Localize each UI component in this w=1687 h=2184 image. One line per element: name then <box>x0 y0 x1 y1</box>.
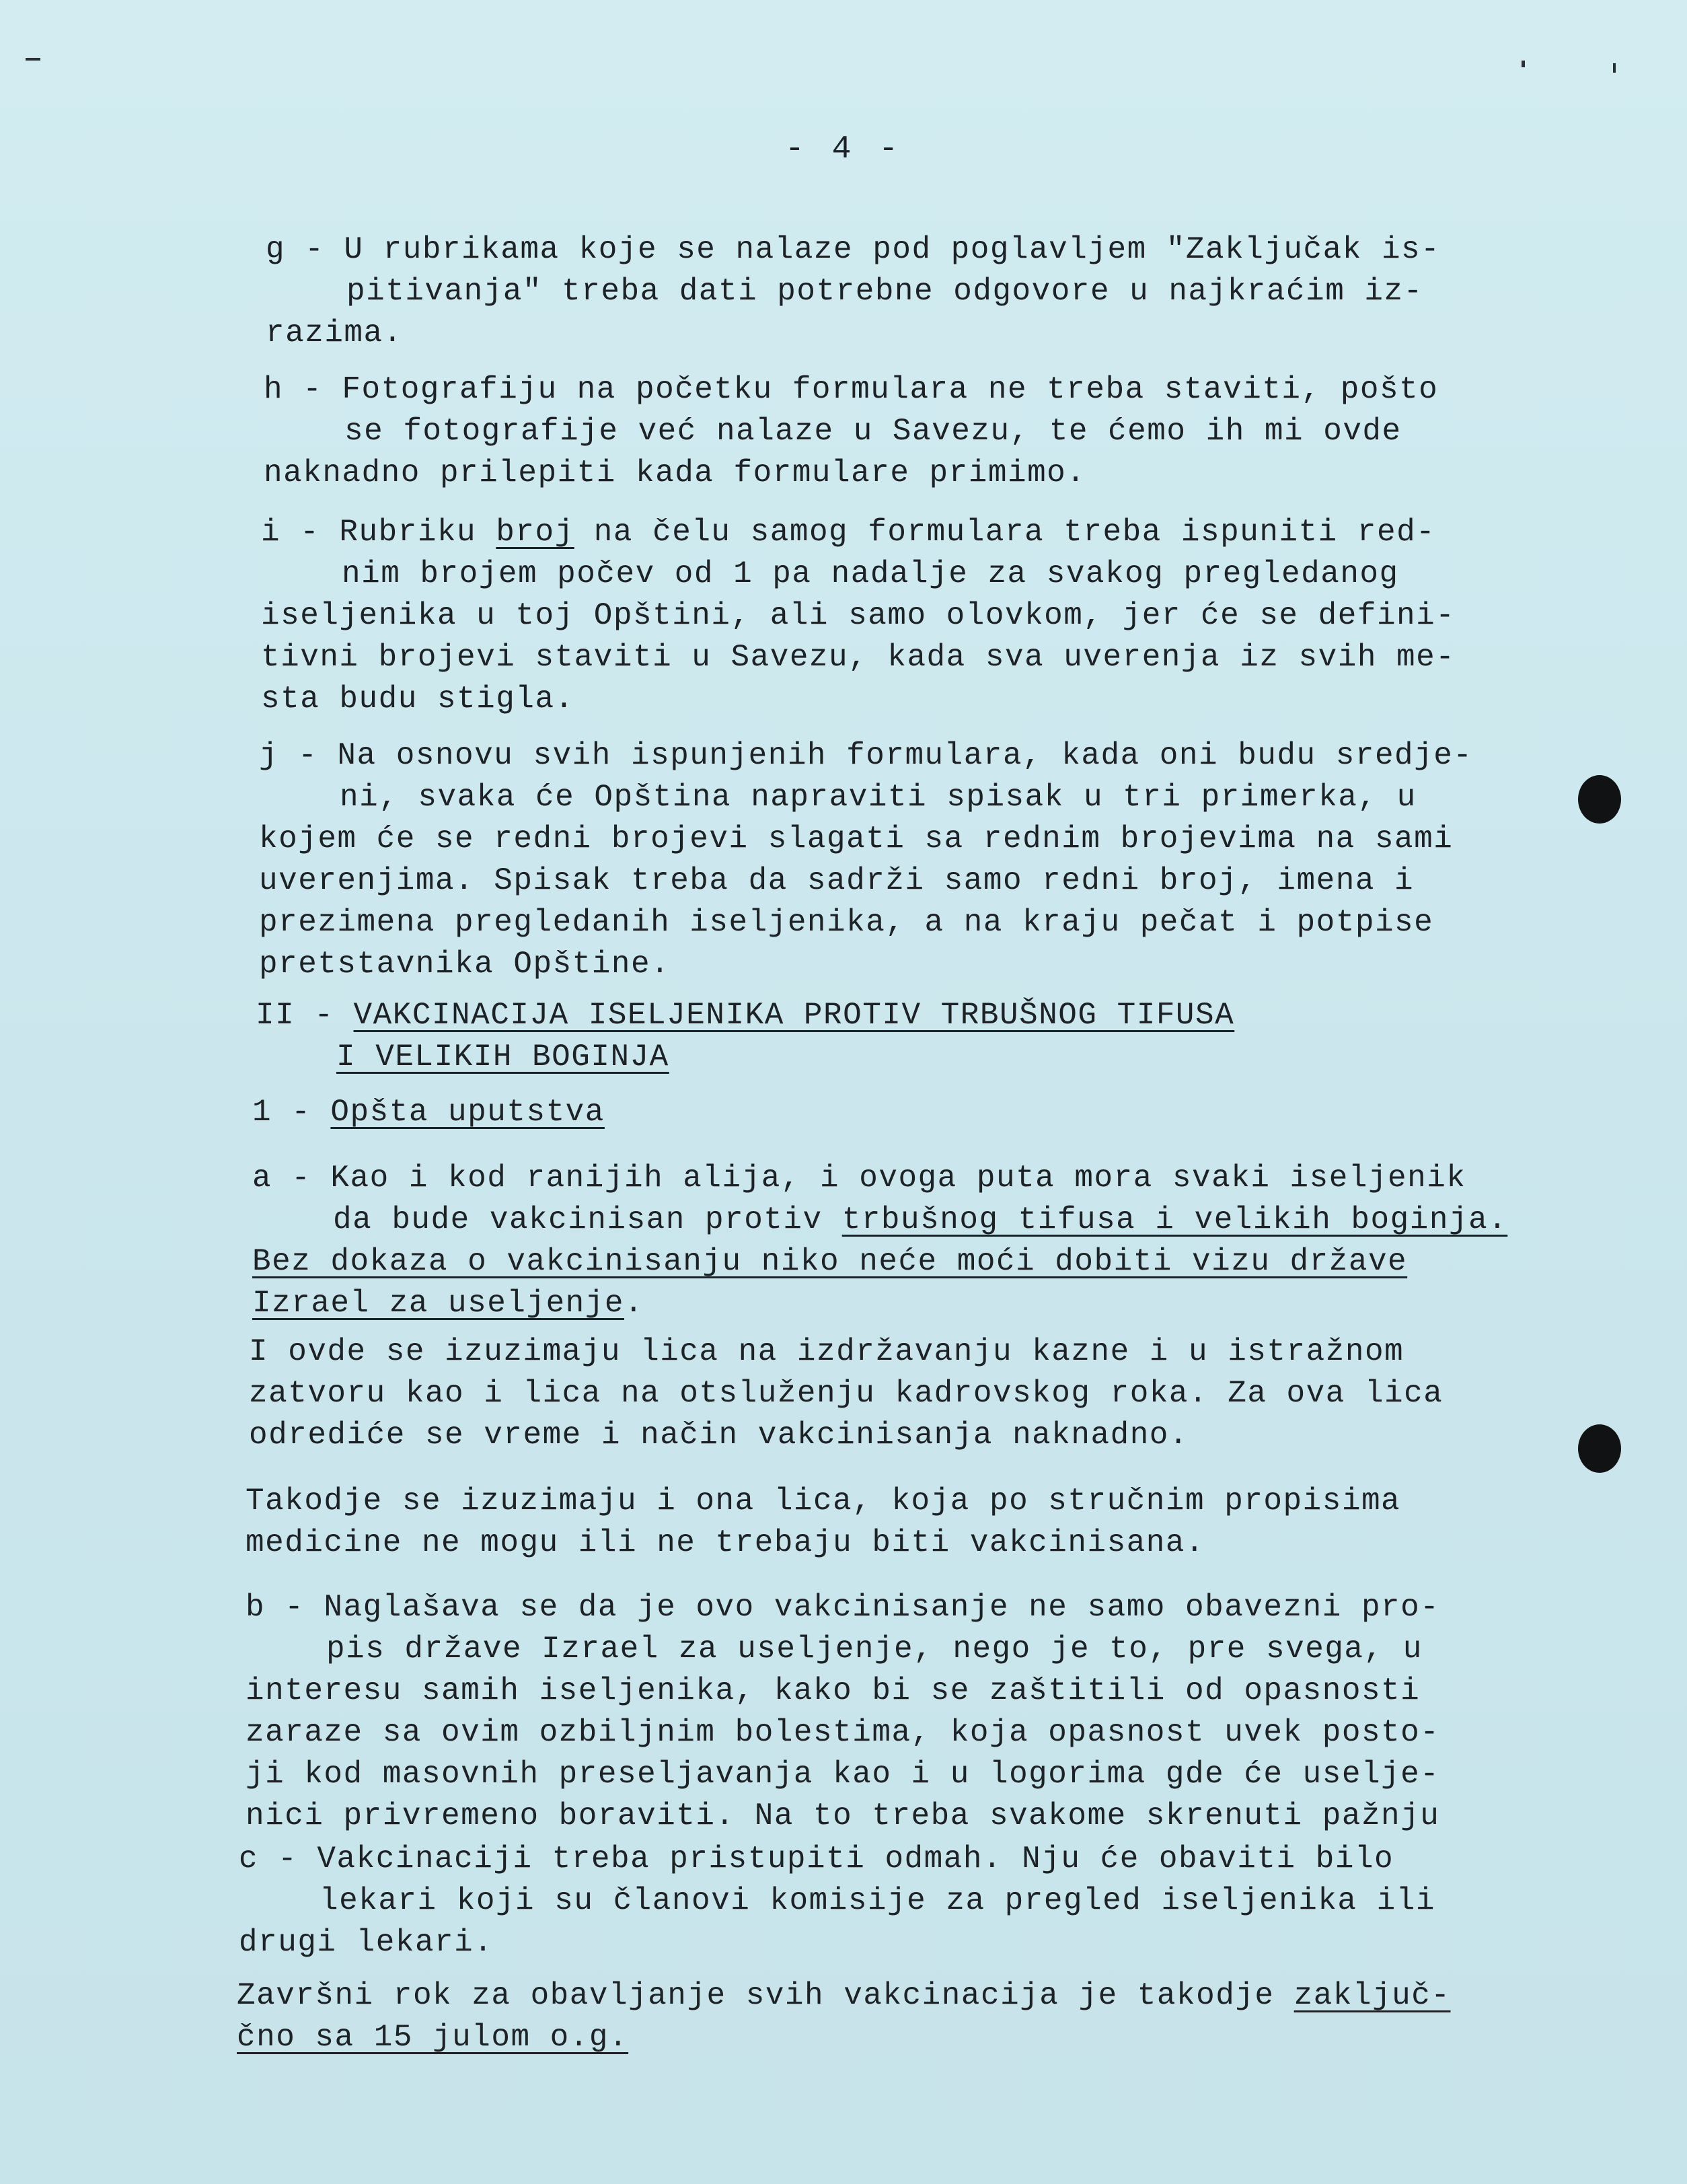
line-text: c - Vakcinaciji treba pristupiti odmah. Nju će obaviti bilo <box>239 1842 1394 1877</box>
underlined-text: Bez dokaza o vakcinisanju niko neće moći dobiti vizu države <box>252 1244 1408 1279</box>
text-line <box>246 1753 1537 1795</box>
paragraph-i <box>261 511 1552 720</box>
text-line <box>256 994 1547 1036</box>
text-line <box>252 1241 1544 1282</box>
text-line <box>259 776 1550 818</box>
line-text: zatvoru kao i lica na otsluženju kadrovskog roka. Za ova lica <box>249 1376 1444 1411</box>
line-text: I ovde se izuzimaju lica na izdržavanju kazne i u istražnom <box>249 1334 1404 1369</box>
text-line <box>239 1880 1530 1922</box>
text-line <box>237 1975 1528 2016</box>
paragraph-1 <box>252 1091 1544 1133</box>
paragraph-h <box>264 369 1555 494</box>
paragraph-g <box>266 229 1557 354</box>
paragraph-c <box>239 1838 1530 1963</box>
text-line <box>261 678 1552 720</box>
paragraph-a3 <box>246 1480 1537 1564</box>
text-line <box>246 1480 1537 1522</box>
underlined-text: broj <box>496 515 574 550</box>
line-text: interesu samih iseljenika, kako bi se zaštitili od opasnosti <box>246 1673 1421 1708</box>
line-text: se fotografije već nalaze u Savezu, te ćemo ih mi ovde <box>344 414 1402 449</box>
paragraph-II <box>256 994 1547 1078</box>
text-line <box>239 1838 1530 1880</box>
line-text: zaraze sa ovim ozbiljnim bolestima, koja opasnost uvek posto- <box>246 1715 1440 1750</box>
underlined-text: zaključ- <box>1294 1978 1451 2013</box>
text-line <box>264 410 1555 452</box>
punch-hole-top <box>1578 775 1621 824</box>
text-line <box>246 1795 1537 1837</box>
underlined-text: Opšta uputstva <box>330 1095 605 1130</box>
text-line <box>252 1091 1544 1133</box>
page-number: - 4 - <box>784 131 903 168</box>
line-text: i - Rubriku <box>261 515 496 550</box>
text-line <box>246 1522 1537 1564</box>
text-line <box>261 553 1552 595</box>
line-text: pretstavnika Opštine. <box>259 947 671 982</box>
punch-hole-bottom <box>1578 1424 1621 1473</box>
line-text: pitivanja" treba dati potrebne odgovore u najkraćim iz- <box>346 274 1423 309</box>
text-line <box>252 1282 1544 1324</box>
text-line <box>266 270 1557 312</box>
line-text: h - Fotografiju na početku formulara ne treba staviti, pošto <box>264 372 1439 407</box>
underlined-text: VAKCINACIJA ISELJENIKA PROTIV TRBUŠNOG TIFUSA <box>353 998 1235 1033</box>
line-text: Takodje se izuzimaju i ona lica, koja po stručnim propisima <box>246 1484 1401 1519</box>
line-text: Završni rok za obavljanje svih vakcinacija je takodje <box>237 1978 1294 2013</box>
text-line <box>246 1628 1537 1670</box>
line-text: j - Na osnovu svih ispunjenih formulara, kada oni budu sredje- <box>259 738 1473 773</box>
underlined-text: Izrael za useljenje <box>252 1286 624 1321</box>
paragraph-b <box>246 1587 1537 1837</box>
text-line <box>259 860 1550 902</box>
text-line <box>259 943 1550 985</box>
line-text: a - Kao i kod ranijih alija, i ovoga puta mora svaki iseljenik <box>252 1161 1466 1196</box>
scan-mark-right-1 <box>1522 61 1525 67</box>
line-text: ji kod masovnih preseljavanja kao i u logorima gde će uselje- <box>246 1757 1440 1792</box>
line-text: sta budu stigla. <box>261 682 574 717</box>
line-text: naknadno prilepiti kada formulare primimo. <box>264 456 1086 490</box>
line-text: ni, svaka će Opština napraviti spisak u tri primerka, u <box>340 780 1417 815</box>
text-line <box>261 511 1552 553</box>
line-text: drugi lekari. <box>239 1925 494 1960</box>
line-text: iseljenika u toj Opštini, ali samo olovkom, jer će se defini- <box>261 598 1456 633</box>
text-line <box>249 1373 1540 1414</box>
text-line <box>259 902 1550 943</box>
line-text: tivni brojevi staviti u Savezu, kada sva uverenja iz svih me- <box>261 640 1456 675</box>
line-text: b - Naglašava se da je ovo vakcinisanje ne samo obavezni pro- <box>246 1590 1440 1625</box>
scan-mark-right-2 <box>1613 63 1616 73</box>
underlined-text: čno sa 15 julom o.g. <box>237 2020 629 2055</box>
line-text: lekari koji su članovi komisije za pregled iseljenika ili <box>320 1883 1435 1918</box>
text-line <box>259 818 1550 860</box>
line-text: g - U rubrikama koje se nalaze pod poglavljem "Zaključak is- <box>266 232 1441 267</box>
text-line <box>237 2016 1528 2058</box>
text-line <box>264 369 1555 410</box>
line-text: da bude vakcinisan protiv <box>333 1202 842 1237</box>
text-line <box>239 1922 1530 1963</box>
paragraph-a <box>252 1157 1544 1324</box>
text-line <box>261 636 1552 678</box>
line-text: medicine ne mogu ili ne trebaju biti vakcinisana. <box>246 1525 1205 1560</box>
line-text: odrediće se vreme i način vakcinisanja naknadno. <box>249 1418 1189 1453</box>
paragraph-a2 <box>249 1331 1540 1456</box>
line-text: II - <box>256 998 354 1033</box>
text-line <box>246 1670 1537 1712</box>
text-line <box>266 229 1557 270</box>
paragraph-j <box>259 735 1550 985</box>
text-line <box>249 1414 1540 1456</box>
line-text: pis države Izrael za useljenje, nego je to, pre svega, u <box>326 1632 1423 1667</box>
line-text: razima. <box>266 316 403 351</box>
line-text: prezimena pregledanih iseljenika, a na kraju pečat i potpise <box>259 905 1434 940</box>
text-line <box>246 1587 1537 1628</box>
text-line <box>246 1712 1537 1753</box>
underlined-text: trbušnog tifusa i velikih boginja. <box>841 1202 1508 1237</box>
text-line <box>249 1331 1540 1373</box>
text-line <box>252 1199 1544 1241</box>
line-text: kojem će se redni brojevi slagati sa rednim brojevima na sami <box>259 822 1454 857</box>
line-text-rest: na čelu samog formulara treba ispuniti red- <box>574 515 1436 550</box>
line-text: nici privremeno boraviti. Na to treba svakome skrenuti pažnju <box>246 1798 1440 1833</box>
line-text: nim brojem počev od 1 pa nadalje za svakog pregledanog <box>342 556 1399 591</box>
text-line <box>259 735 1550 776</box>
underlined-text: I VELIKIH BOGINJA <box>336 1040 669 1075</box>
text-line <box>266 312 1557 354</box>
paragraph-c2 <box>237 1975 1528 2058</box>
text-line <box>252 1157 1544 1199</box>
line-text-rest: . <box>624 1286 644 1321</box>
text-line <box>264 452 1555 494</box>
text-line <box>261 595 1552 636</box>
text-line <box>256 1036 1547 1078</box>
line-text: uverenjima. Spisak treba da sadrži samo redni broj, imena i <box>259 863 1415 898</box>
scan-mark-left <box>26 58 40 61</box>
line-text: 1 - <box>252 1095 331 1130</box>
